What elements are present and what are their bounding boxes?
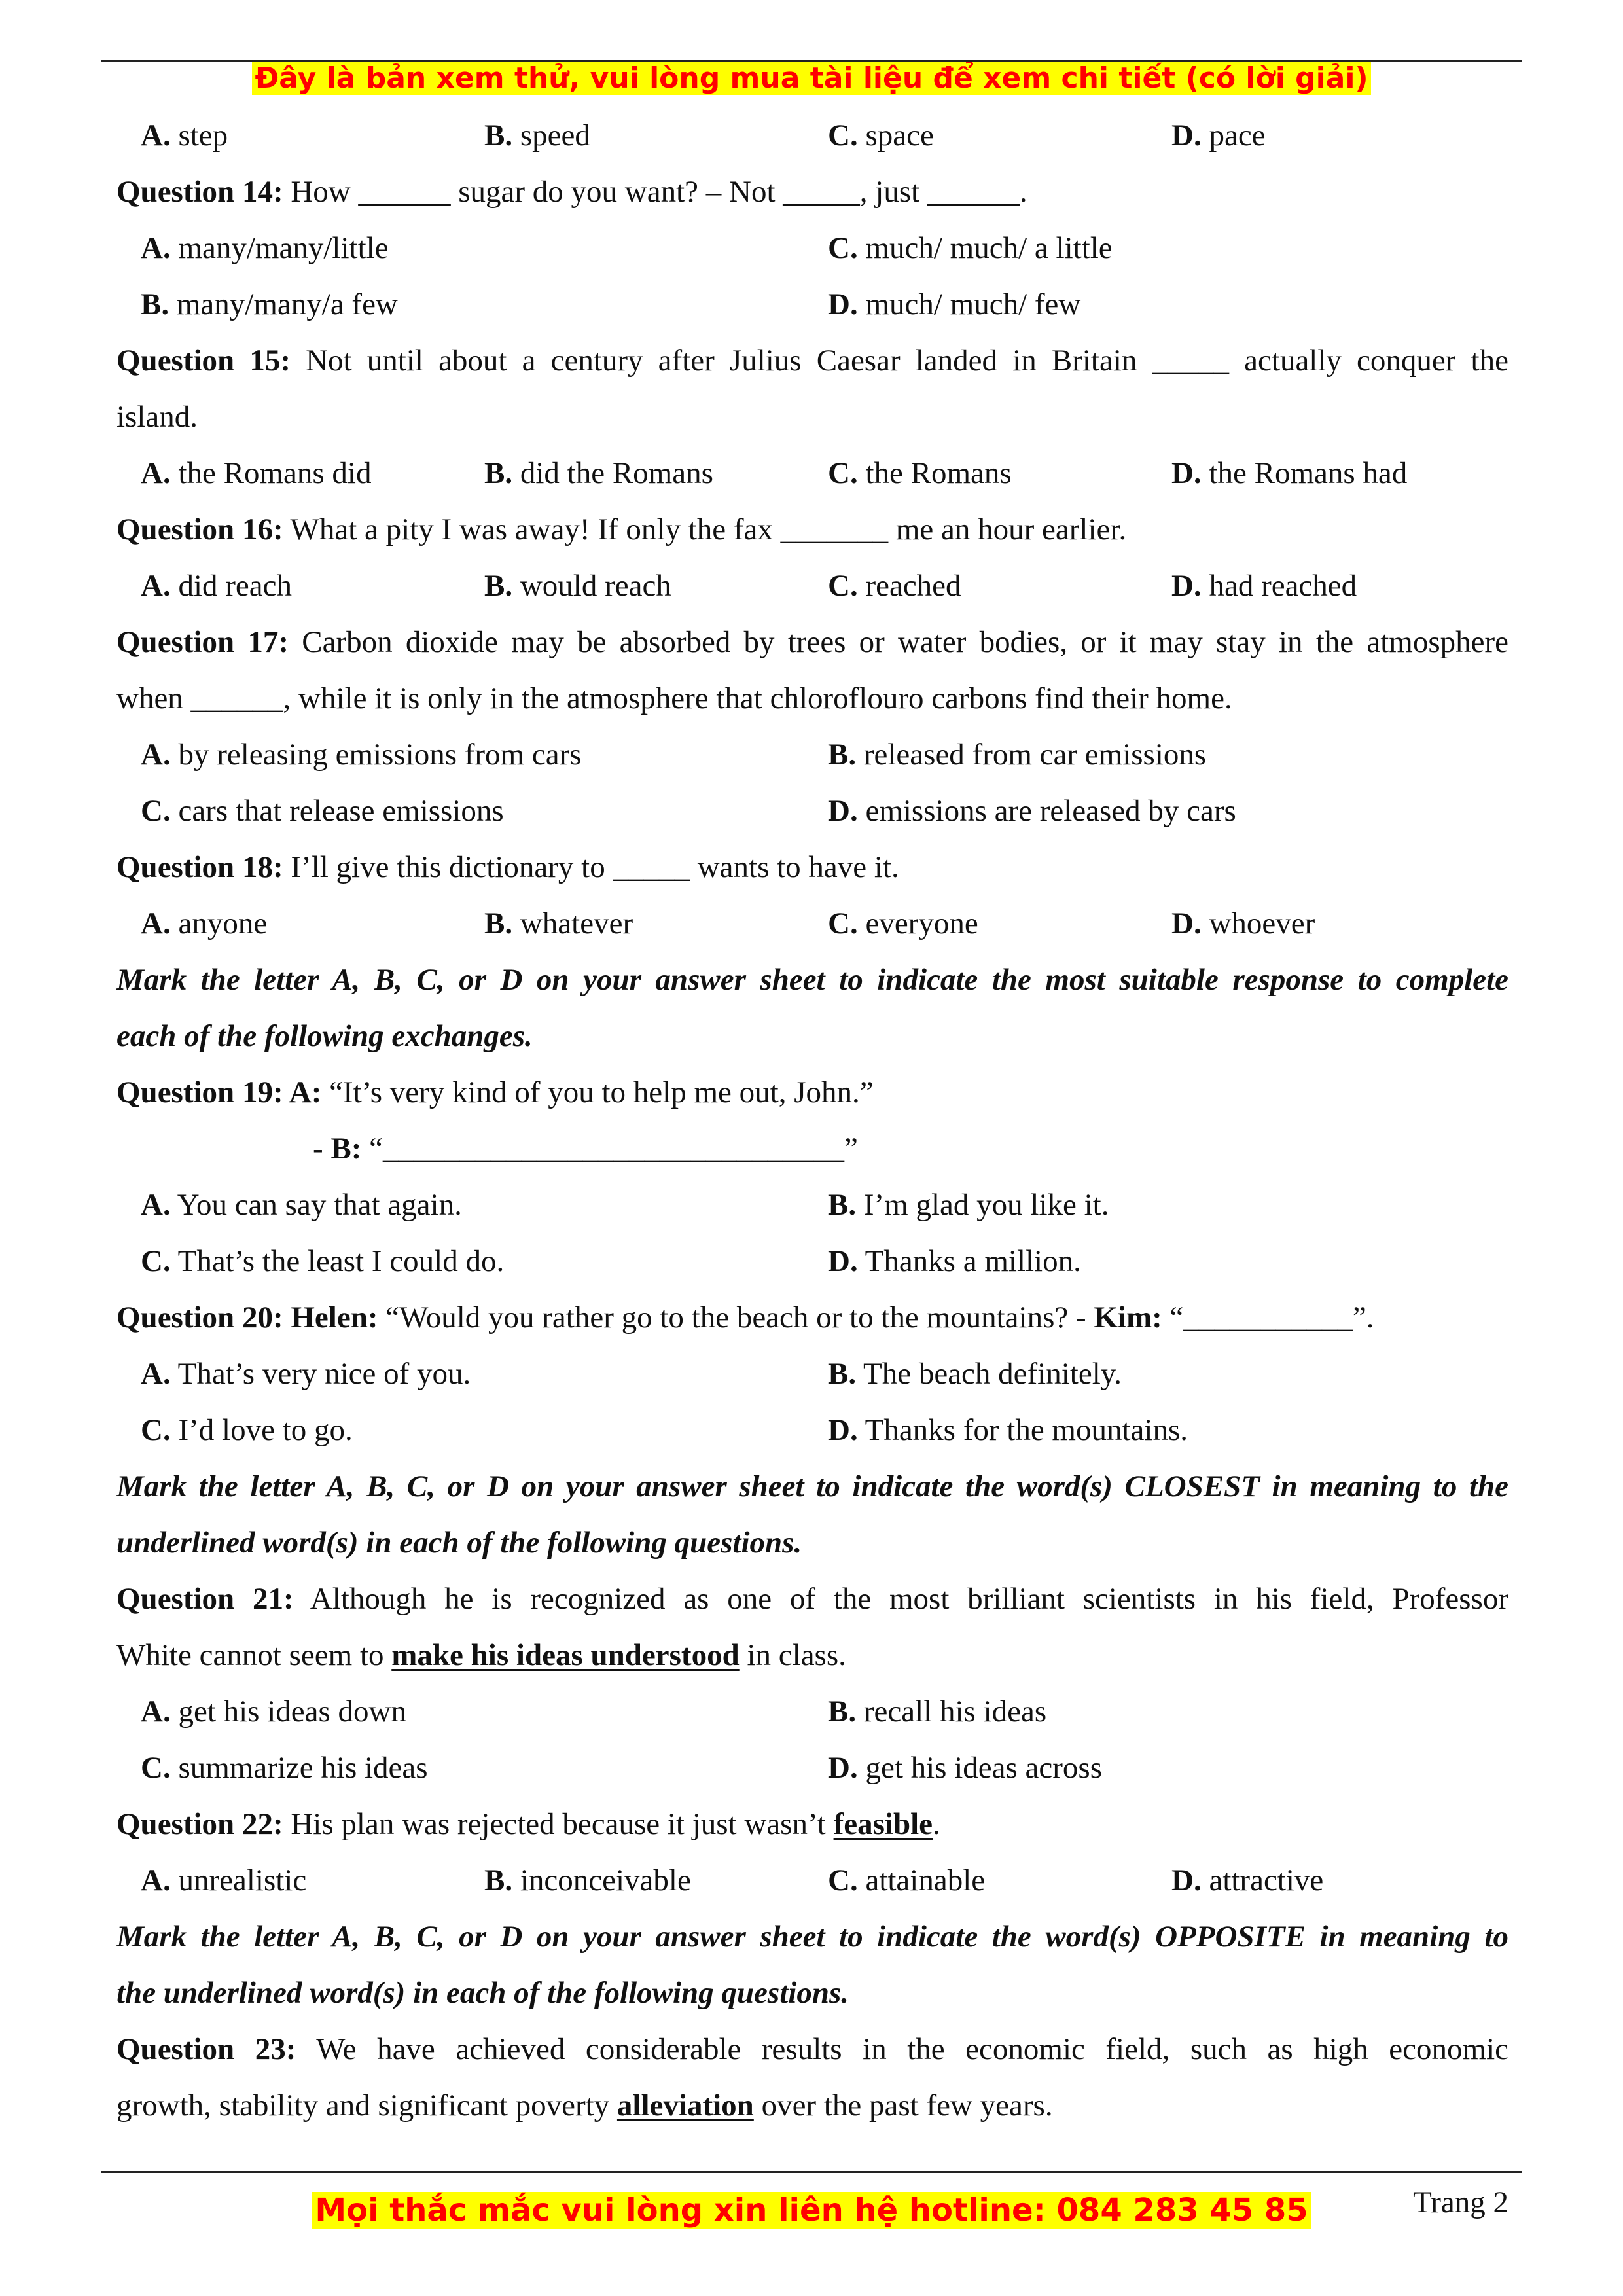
question-16: Question 16: What a pity I was away! If only the fax _______ me an hour earlier. xyxy=(116,512,1127,547)
question-18: Question 18: I’ll give this dictionary to _____ wants to have it. xyxy=(116,850,899,884)
question-17: Question 17: Carbon dioxide may be absorbed by trees or water bodies, or it may stay in the atmosphere xyxy=(116,625,1508,659)
question-14: Question 14: How ______ sugar do you want? – Not _____, just ______. xyxy=(116,175,1027,209)
option-c[interactable]: C. space xyxy=(828,118,934,152)
preview-banner: Đây là bản xem thử, vui lòng mua tài liệu để xem chi tiết (có lời giải) xyxy=(0,59,1623,98)
instruction-opposite: Mark the letter A, B, C, or D on your answer sheet to indicate the word(s) OPPOSITE in meaning to xyxy=(116,1920,1508,1954)
option-d[interactable]: D. Thanks for the mountains. xyxy=(828,1413,1188,1447)
option-c[interactable]: C. attainable xyxy=(828,1863,986,1897)
option-b[interactable]: B. whatever xyxy=(484,906,633,941)
instruction-closest-cont: underlined word(s) in each of the following questions. xyxy=(116,1526,802,1560)
question-19: Question 19: A: “It’s very kind of you to help me out, John.” xyxy=(116,1075,874,1109)
option-a[interactable]: A. You can say that again. xyxy=(141,1188,462,1222)
option-d[interactable]: D. attractive xyxy=(1171,1863,1324,1897)
option-a[interactable]: A. get his ideas down xyxy=(141,1695,406,1729)
option-c[interactable]: C. much/ much/ a little xyxy=(828,231,1113,265)
option-b[interactable]: B. I’m glad you like it. xyxy=(828,1188,1109,1222)
question-21: Question 21: Although he is recognized as one of the most brilliant scientists in his field, Professor xyxy=(116,1582,1508,1616)
option-c[interactable]: C. summarize his ideas xyxy=(141,1751,428,1785)
option-b[interactable]: B. released from car emissions xyxy=(828,738,1207,772)
option-a[interactable]: A. step xyxy=(141,118,228,152)
option-b[interactable]: B. speed xyxy=(484,118,590,152)
option-c[interactable]: C. everyone xyxy=(828,906,978,941)
option-b[interactable]: B. inconceivable xyxy=(484,1863,691,1897)
underlined-word: alleviation xyxy=(616,2089,754,2123)
option-b[interactable]: B. did the Romans xyxy=(484,456,713,490)
question-20: Question 20: Helen: “Would you rather go to the beach or to the mountains? - Kim: “___________”. xyxy=(116,1300,1374,1335)
question-21-cont: White cannot seem to make his ideas understood in class. xyxy=(116,1638,846,1672)
option-a[interactable]: A. anyone xyxy=(141,906,268,941)
instruction-closest: Mark the letter A, B, C, or D on your answer sheet to indicate the word(s) CLOSEST in meaning to the xyxy=(116,1469,1508,1503)
option-b[interactable]: B. The beach definitely. xyxy=(828,1357,1122,1391)
option-a[interactable]: A. the Romans did xyxy=(141,456,372,490)
option-d[interactable]: D. had reached xyxy=(1171,569,1357,603)
question-15-cont: island. xyxy=(116,400,198,434)
option-c[interactable]: C. cars that release emissions xyxy=(141,794,504,828)
option-c[interactable]: C. reached xyxy=(828,569,961,603)
question-17-cont: when ______, while it is only in the atmosphere that chloroflouro carbons find their home. xyxy=(116,681,1232,715)
option-d[interactable]: D. pace xyxy=(1171,118,1266,152)
option-d[interactable]: D. the Romans had xyxy=(1171,456,1408,490)
question-22: Question 22: His plan was rejected because it just wasn’t feasible. xyxy=(116,1807,940,1841)
option-a[interactable]: A. did reach xyxy=(141,569,292,603)
question-15: Question 15: Not until about a century after Julius Caesar landed in Britain _____ actually conquer the xyxy=(116,344,1508,378)
option-d[interactable]: D. much/ much/ few xyxy=(828,287,1081,321)
option-a[interactable]: A. by releasing emissions from cars xyxy=(141,738,582,772)
option-d[interactable]: D. whoever xyxy=(1171,906,1315,941)
instruction-exchanges: Mark the letter A, B, C, or D on your answer sheet to indicate the most suitable response to complete xyxy=(116,963,1508,997)
option-b[interactable]: B. many/many/a few xyxy=(141,287,398,321)
option-a[interactable]: A. unrealistic xyxy=(141,1863,307,1897)
option-d[interactable]: D. emissions are released by cars xyxy=(828,794,1236,828)
underlined-word: feasible xyxy=(833,1807,933,1841)
option-a[interactable]: A. many/many/little xyxy=(141,231,389,265)
underlined-phrase: make his ideas understood xyxy=(391,1638,740,1672)
option-d[interactable]: D. get his ideas across xyxy=(828,1751,1102,1785)
question-19-reply: - B: “______________________________” xyxy=(313,1132,858,1166)
question-23-cont: growth, stability and significant poverty alleviation over the past few years. xyxy=(116,2089,1053,2123)
option-a[interactable]: A. That’s very nice of you. xyxy=(141,1357,471,1391)
option-c[interactable]: C. That’s the least I could do. xyxy=(141,1244,505,1278)
option-d[interactable]: D. Thanks a million. xyxy=(828,1244,1081,1278)
question-23: Question 23: We have achieved considerable results in the economic field, such as high economic xyxy=(116,2032,1508,2066)
option-b[interactable]: B. recall his ideas xyxy=(828,1695,1047,1729)
option-c[interactable]: C. the Romans xyxy=(828,456,1012,490)
hotline-banner: Mọi thắc mắc vui lòng xin liên hệ hotline: 084 283 45 85 xyxy=(0,2189,1623,2231)
page-number: Trang 2 xyxy=(1413,2185,1508,2219)
instruction-opposite-cont: the underlined word(s) in each of the following questions. xyxy=(116,1976,849,2010)
option-c[interactable]: C. I’d love to go. xyxy=(141,1413,353,1447)
instruction-exchanges-cont: each of the following exchanges. xyxy=(116,1019,533,1053)
option-b[interactable]: B. would reach xyxy=(484,569,671,603)
bottom-rule xyxy=(101,2171,1522,2173)
